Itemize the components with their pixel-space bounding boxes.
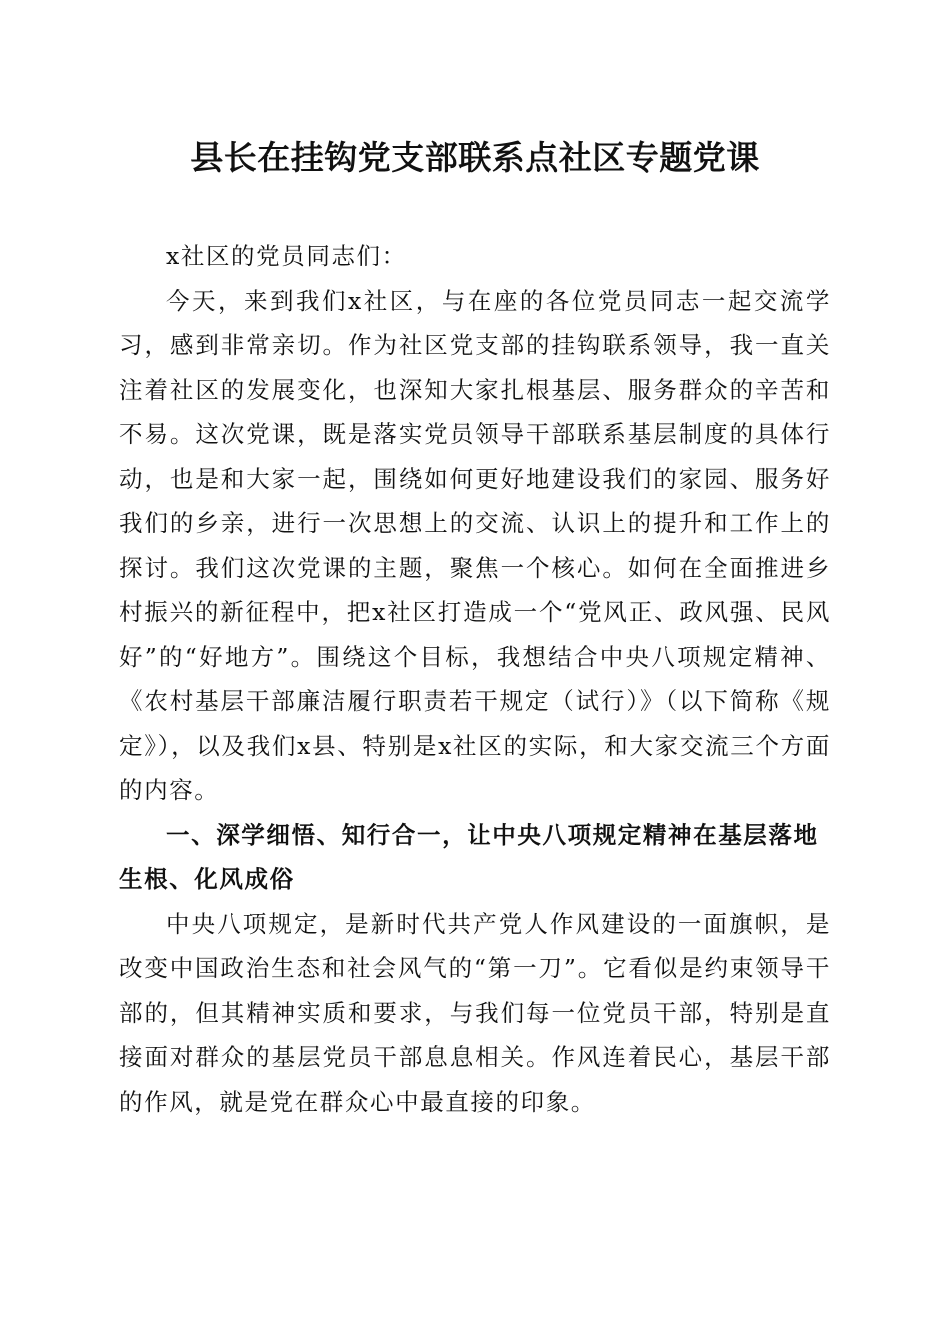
section-heading-1: 一、深学细悟、知行合一，让中央八项规定精神在基层落地生根、化风成俗	[119, 820, 819, 893]
document-title: 县长在挂钩党支部联系点社区专题党课	[190, 138, 760, 177]
document-body	[119, 234, 831, 1124]
paragraph-intro: 今天，来到我们x社区，与在座的各位党员同志一起交流学习，感到非常亲切。作为社区党支部的挂钩联系领导，我一直关注着社区的发展变化，也深知大家扎根基层、服务群众的辛苦和不易。这次党课，既是落实党员领导干部联系基层制度的具体行动，也是和大家一起，围绕如何更好地建设我们的家园、服务好我们的乡亲，进行一次思想上的交流、认识上的提升和工作上的探讨。我们这次党课的主题，聚焦一个核心。如何在全面推进乡村振兴的新征程中，把x社区打造成一个“党风正、政风强、民风好”的“好地方”。围绕这个目标，我想结合中央八项规定精神、《农村基层干部廉洁履行职责若干规定（试行）》（以下简称《规定》），以及我们x县、特别是x社区的实际，和大家交流三个方面的内容。	[119, 286, 831, 804]
salutation: x社区的党员同志们：	[166, 242, 407, 270]
paragraph-section-1: 中央八项规定，是新时代共产党人作风建设的一面旗帜，是改变中国政治生态和社会风气的“第一刀”。它看似是约束领导干部的，但其精神实质和要求，与我们每一位党员干部，特别是直接面对群众的基层党员干部息息相关。作风连着民心，基层干部的作风，就是党在群众心中最直接的印象。	[119, 909, 831, 1116]
